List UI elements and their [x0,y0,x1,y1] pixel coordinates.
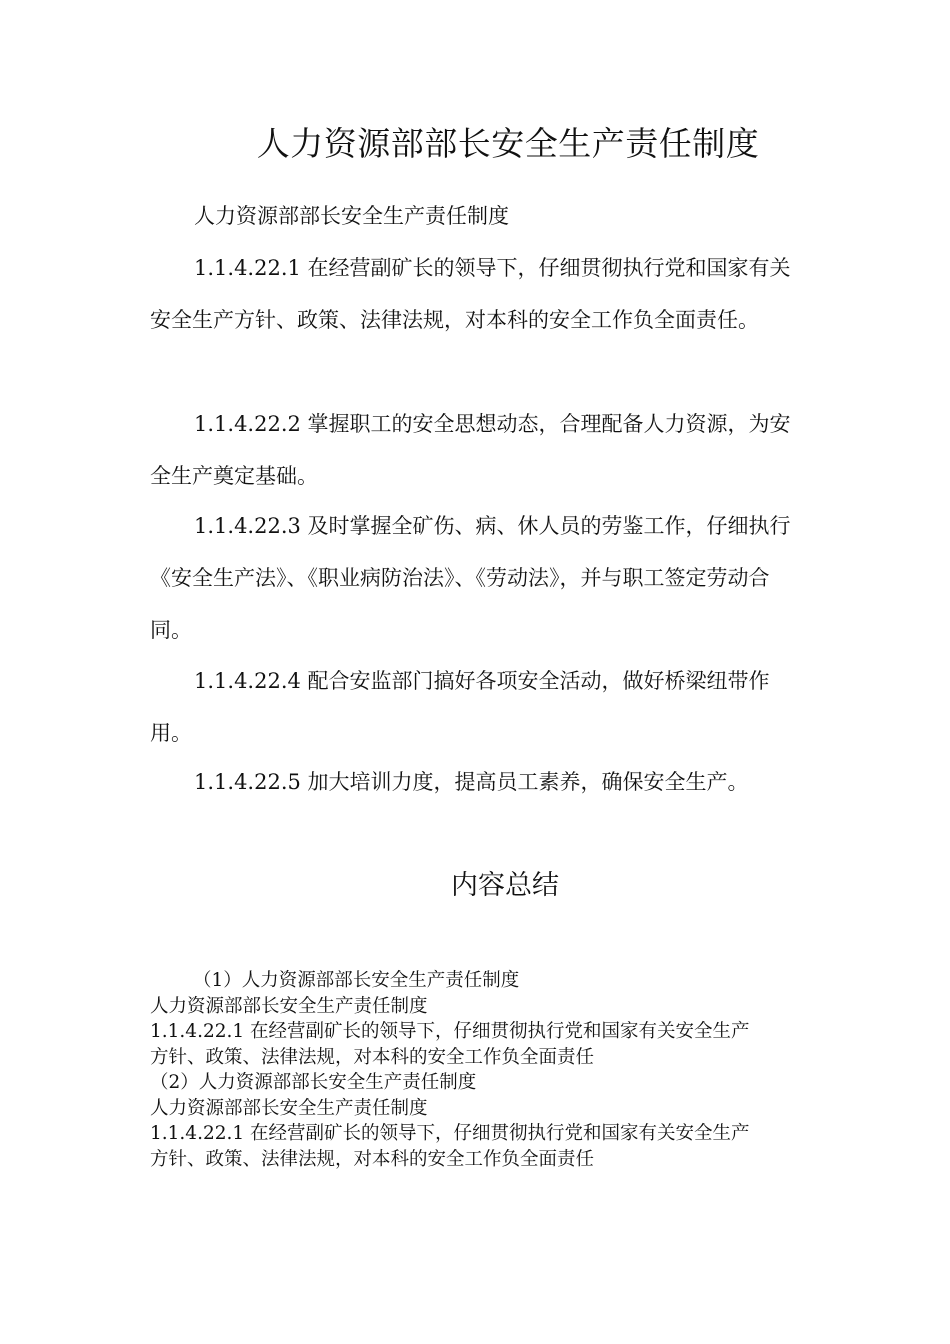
summary-line: 方针、政策、法律法规，对本科的安全工作负全面责任 [150,1046,595,1068]
summary-heading: 内容总结 [451,870,559,901]
paragraph-subtitle: 人力资源部部长安全生产责任制度 [194,204,509,228]
summary-line: 人力资源部部长安全生产责任制度 [150,995,428,1017]
summary-line: （2）人力资源部部长安全生产责任制度 [150,1072,477,1093]
summary-line: 1.1.4.22.1 在经营副矿长的领导下，仔细贯彻执行党和国家有关安全生产 [150,1123,750,1144]
summary-line: 人力资源部部长安全生产责任制度 [150,1097,428,1119]
paragraph-item-3: 1.1.4.22.3 及时掌握全矿伤、病、休人员的劳鉴工作，仔细执行《安全生产法》、《职业病防治法》、《劳动法》，并与职工签定劳动合同。 [150,514,791,642]
paragraph-item-5: 1.1.4.22.5 加大培训力度，提高员工素养，确保安全生产。 [194,770,749,794]
summary-block [150,968,830,1172]
paragraph-item-1: 1.1.4.22.1 在经营副矿长的领导下，仔细贯彻执行党和国家有关安全生产方针、政策、法律法规，对本科的安全工作负全面责任。 [150,256,791,332]
paragraph-item-2: 1.1.4.22.2 掌握职工的安全思想动态，合理配备人力资源，为安全生产奠定基础。 [150,412,791,488]
summary-line: 1.1.4.22.1 在经营副矿长的领导下，仔细贯彻执行党和国家有关安全生产 [150,1021,750,1042]
document-title: 人力资源部部长安全生产责任制度 [256,124,760,163]
summary-line: 方针、政策、法律法规，对本科的安全工作负全面责任 [150,1148,595,1170]
summary-line: （1）人力资源部部长安全生产责任制度 [193,970,520,991]
paragraph-item-4: 1.1.4.22.4 配合安监部门搞好各项安全活动，做好桥梁纽带作用。 [150,669,770,745]
